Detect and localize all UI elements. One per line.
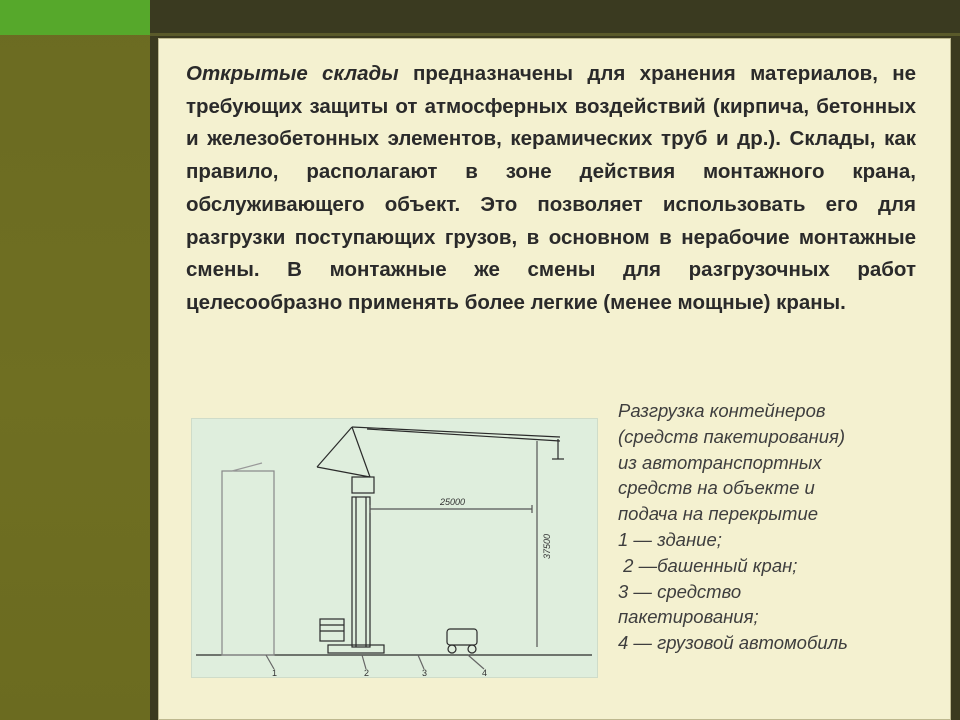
- paragraph-lead: Открытые склады: [186, 62, 399, 85]
- crane-cabin: [352, 477, 374, 493]
- caption-line: 4 — грузовой автомобиль: [618, 632, 848, 654]
- dim-vertical-label: 37500: [542, 533, 552, 559]
- main-paragraph: [186, 58, 916, 320]
- crane-jib: [352, 427, 560, 437]
- caption-line: средств на объекте и: [618, 477, 815, 499]
- figure-caption: [618, 398, 938, 656]
- caption-line: из автотранспортных: [618, 451, 822, 473]
- caption-line: 1 — здание;: [618, 528, 722, 550]
- figure-label-4: 4: [482, 668, 488, 677]
- crane-diagram: [191, 418, 598, 678]
- caption-line: 2 —башенный кран;: [618, 554, 798, 576]
- caption-line: (средств пакетирования): [618, 425, 846, 447]
- paragraph-body: предназначены для хранения материалов, не требующих защиты от атмосферных воздействий (кирпича, бетонных и железобетонных элементов, керамических труб и др.). Склады, как правило, располагают в зоне действия монтажного крана, обслуживающего объект. Это позволяет использовать его для разгрузки поступающих грузов, в основном в нерабочие монтажные смены. В монтажные же смены для разгрузочных работ целесообразно применять более легкие (менее мощные) краны.: [186, 62, 917, 314]
- caption-line: Разгрузка контейнеров: [618, 400, 826, 421]
- top-dark-bar: [150, 0, 960, 35]
- caption-line: пакетирования;: [618, 606, 759, 628]
- crane-mast: [352, 497, 370, 647]
- top-accent-green: [0, 0, 150, 35]
- figure-label-2: 2: [364, 668, 370, 677]
- truck-wheel-right: [468, 645, 476, 653]
- crane-drawing: [192, 419, 597, 677]
- figure-label-3: 3: [422, 668, 428, 677]
- counter-jib: [317, 427, 352, 467]
- dim-horizontal-label: 25000: [440, 497, 466, 507]
- building: [222, 471, 274, 655]
- truck-wheel-left: [448, 645, 456, 653]
- left-decorative-band: [0, 0, 150, 720]
- caption-line: 3 — средство: [618, 580, 742, 602]
- caption-line: подача на перекрытие: [618, 503, 819, 525]
- figure-label-1: 1: [272, 668, 278, 677]
- pallet-stack: [320, 619, 344, 641]
- truck-container: [447, 629, 477, 645]
